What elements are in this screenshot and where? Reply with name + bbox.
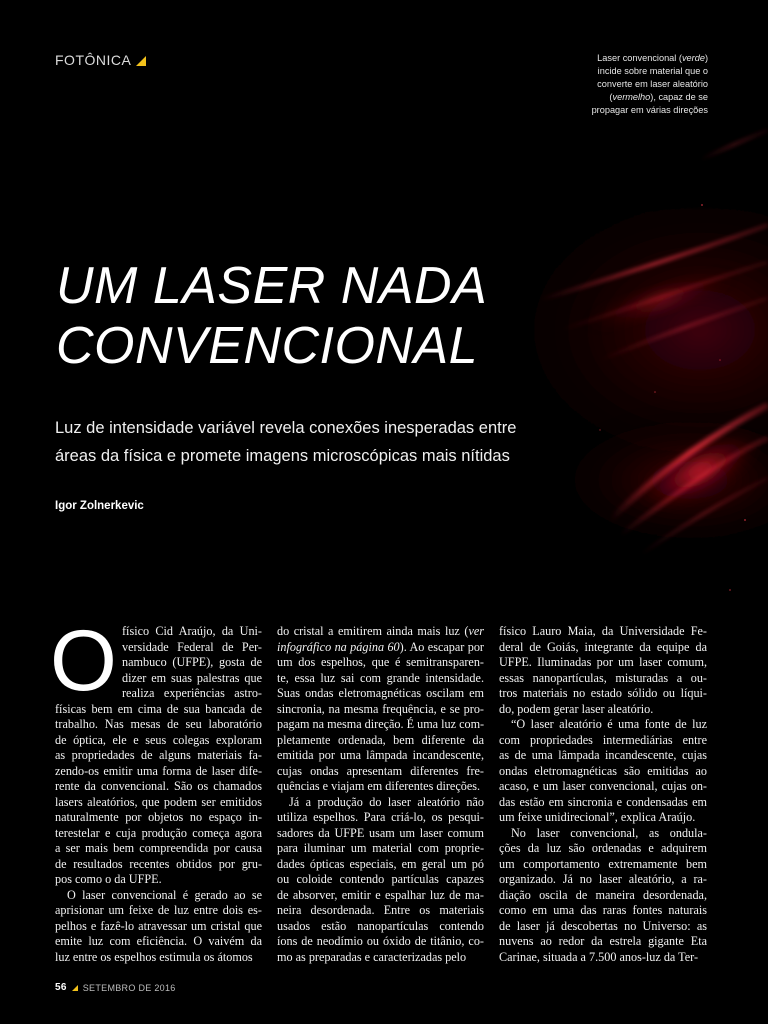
article-title: [56, 256, 487, 376]
body-line: emite luz com eficiência. O vaivém da: [55, 934, 262, 948]
body-line: deral de Goiás, integrante da equipe da: [499, 639, 707, 654]
caption-red: vermelho: [612, 92, 651, 102]
body-line: versidade Federal de Per-: [122, 639, 262, 654]
body-line: lasers aleatórios, que podem ser emitidos: [55, 794, 262, 809]
body-column-3: [499, 624, 707, 965]
body-line: dades ópticas especiais, em geral um pó: [277, 856, 484, 871]
body-line: das estão em sincronia e condensadas em: [499, 794, 707, 809]
body-line: diação oscila de maneira desordenada,: [499, 887, 707, 902]
body-column-2: [277, 624, 484, 965]
body-line: um feixe unidirecional”, explica Araújo.: [499, 810, 696, 824]
body-line: te, essa luz sai com grande intensidade.: [277, 670, 484, 685]
body-line: dizer em suas palestras que: [122, 670, 262, 685]
author-byline: Igor Zolnerkevic: [55, 500, 144, 512]
photo-caption: [584, 52, 708, 117]
body-line: do cristal a emitirem ainda mais luz (ver: [277, 624, 484, 638]
body-line: aprisionar um feixe de luz entre dois es-: [55, 903, 262, 917]
body-line: naturalmente por objetos no espaço in-: [55, 810, 262, 824]
body-line: rente da convencional. São os chamados: [55, 779, 262, 793]
body-line: para iluminar um material com proprie-: [277, 841, 484, 855]
body-line: a ser mais bem compreendida por causa: [55, 841, 262, 855]
caption-text-3: ), capaz de se propagar em várias direções: [591, 92, 708, 115]
body-line: pagam na mesma direção. É uma luz com-: [277, 717, 485, 731]
body-line: um dos espelhos, que é semitransparen-: [277, 655, 484, 669]
body-line: um comportamento extremamente bem: [499, 856, 707, 871]
body-line: do, podem gerar laser aleatório.: [499, 701, 654, 716]
article-subtitle: [55, 414, 575, 470]
body-line: realiza experiências astro-: [122, 686, 262, 700]
caption-text-2: ) incide sobre material que o converte em laser aleatório (: [597, 53, 708, 102]
body-column-1: [55, 624, 262, 965]
body-line: ondas eletromagnéticas são emitidas ao: [499, 763, 707, 778]
body-line: Carinae, situada a 7.500 anos-luz da Ter-: [499, 949, 699, 964]
body-line: físico Lauro Maia, da Universidade Fe-: [499, 624, 707, 638]
body-line: No laser convencional, as ondula-: [511, 825, 707, 840]
body-line: utiliza espelhos. Para criá-lo, os pesqui-: [277, 810, 484, 824]
body-line: usados estão nanopartículas contendo: [277, 918, 484, 933]
body-line: UFPE. Iluminadas por um laser comum,: [499, 655, 707, 669]
body-line: de laser já descobertas no Universo: as: [499, 918, 707, 933]
body-line: de resultados recentes obtidos por gru-: [55, 856, 262, 871]
title-line-1: UM LASER NADA: [56, 257, 488, 315]
body-line: luz entre os espelhos estimula os átomos: [55, 949, 253, 964]
body-line: Suas ondas eletromagnéticas oscilam em: [277, 686, 484, 700]
body-line: de absorver, emitir e espalhar luz de ma-: [277, 887, 484, 902]
body-line: sadores da UFPE usam um laser comum: [277, 825, 484, 840]
body-line: de óptica, ele e seus colegas exploram: [55, 732, 262, 747]
body-line: sincronia, na mesma frequência, e se pro-: [277, 701, 484, 716]
body-line: físico Cid Araújo, da Uni-: [122, 624, 262, 638]
body-line: mo as preparadas e caracterizadas pelo: [277, 949, 467, 964]
body-line: trabalho. Nas mesas de seu laboratório: [55, 717, 262, 731]
body-line: acaso, e um laser convencional, cujas on-: [499, 779, 707, 793]
issue-date: SETEMBRO DE 2016: [82, 982, 176, 993]
footer-arrow-icon: [72, 985, 78, 991]
body-line: O laser convencional é gerado ao se: [67, 887, 262, 902]
body-line: tros materiais no estado sólido ou líqui-: [499, 686, 707, 700]
body-line: as de uma lâmpada incandescente, cujas: [499, 748, 707, 762]
body-line: cujas ondas apresentam diferentes fre-: [277, 763, 484, 778]
body-line: neira desordenada. Entre os materiais: [277, 903, 484, 917]
body-line: físicas bem em cima de sua bancada de: [55, 701, 262, 716]
body-line: terestelar e cuja produção começa agora: [55, 825, 262, 840]
body-line: nuvens ao redor da estrela gigante Eta: [499, 934, 707, 948]
body-line: essas nanopartículas, misturadas a ou-: [499, 670, 707, 685]
drop-cap: O: [50, 613, 117, 709]
body-line: quências e viajam em diferentes direções.: [277, 779, 481, 793]
page-number: 56: [55, 982, 67, 993]
subtitle-line-2: áreas da física e promete imagens microscópicas mais nítidas: [55, 447, 510, 465]
title-line-2: CONVENCIONAL: [56, 317, 479, 375]
body-line: ou coloide contendo partículas capazes: [277, 872, 484, 886]
body-line: emitida por uma lâmpada incandescente,: [277, 748, 484, 762]
body-line: organizado. Já no laser aleatório, a ra-: [499, 872, 707, 886]
section-label: [55, 52, 146, 68]
body-line: como em uma das raras fontes naturais: [499, 903, 707, 917]
body-line: Já a produção do laser aleatório não: [289, 794, 484, 809]
body-line: zendo-os emitir uma forma de laser dife-: [55, 763, 262, 778]
section-arrow-icon: [136, 56, 146, 66]
body-line: íons de neodímio ou óxido de titânio, co-: [277, 934, 484, 948]
body-line: pos como o da UFPE.: [55, 872, 162, 886]
caption-text-1: Laser convencional (: [597, 53, 682, 63]
section-name: FOTÔNICA: [55, 52, 132, 68]
subtitle-line-1: Luz de intensidade variável revela conexões inesperadas entre: [55, 419, 517, 437]
body-line: “O laser aleatório é uma fonte de luz: [511, 717, 707, 731]
body-line: pelhos e fazê-lo atravessar um cristal que: [55, 918, 262, 933]
page-footer: [55, 982, 176, 993]
body-line: nambuco (UFPE), gosta de: [122, 655, 262, 669]
caption-green: verde: [681, 53, 705, 63]
body-line: as propriedades de alguns materiais fa-: [55, 748, 262, 762]
body-line: pletamente ordenada, bem diferente da: [277, 732, 484, 747]
body-line: ções da luz são ordenadas e adquirem: [499, 841, 707, 855]
body-line: com propriedades intermediárias entre: [499, 732, 707, 747]
body-line: infográfico na página 60). Ao escapar por: [277, 639, 484, 654]
